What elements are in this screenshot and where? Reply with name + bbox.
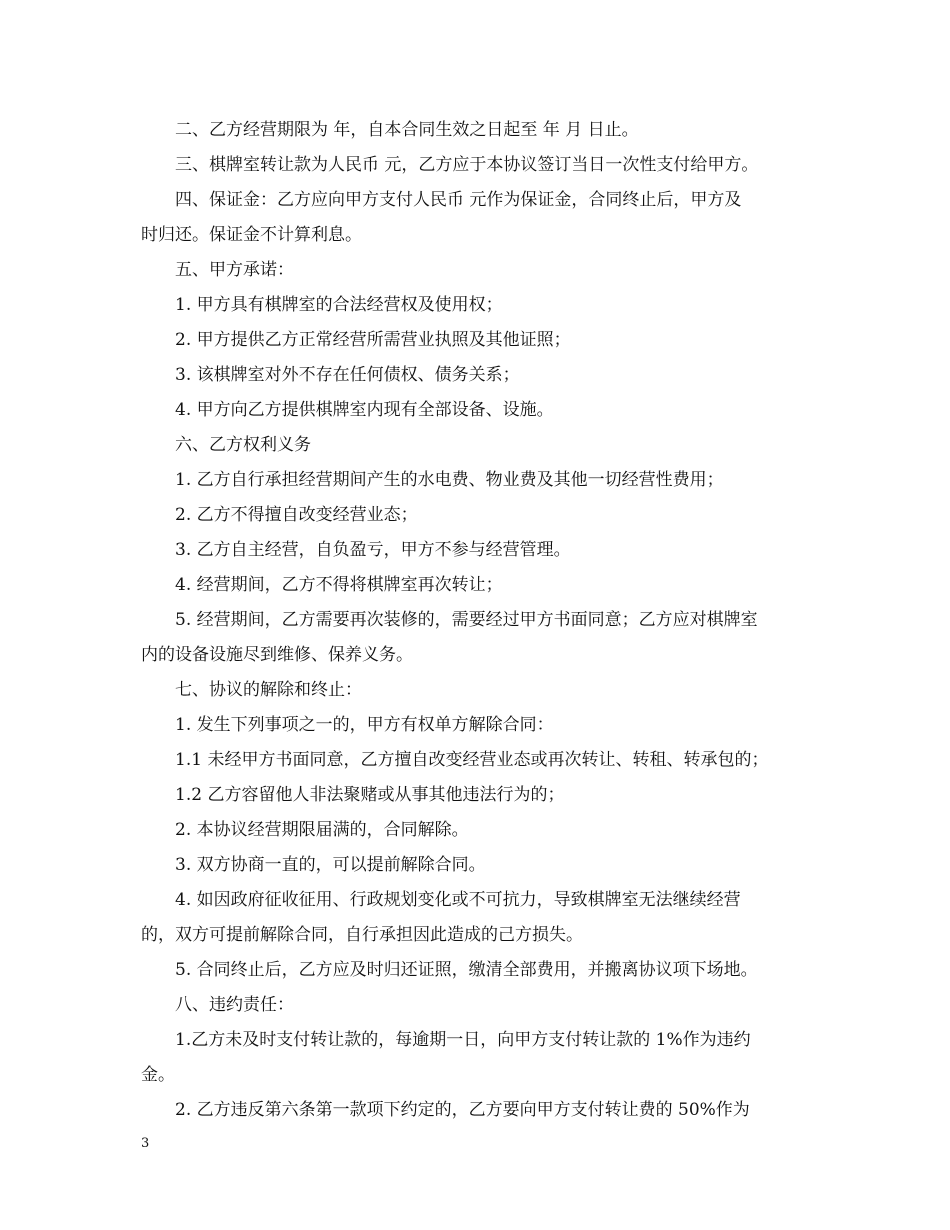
list-item: 5. 经营期间，乙方需要再次装修的，需要经过甲方书面同意；乙方应对棋牌室 xyxy=(175,610,758,630)
text-line: 时归还。保证金不计算利息。 xyxy=(141,225,362,245)
document-body xyxy=(141,113,817,1128)
text-line: 四、保证金：乙方应向甲方支付人民币 元作为保证金，合同终止后，甲方及 xyxy=(175,190,742,210)
list-item: 1.1 未经甲方书面同意，乙方擅自改变经营业态或再次转让、转租、转承包的； xyxy=(175,750,769,770)
text-line: 内的设备设施尽到维修、保养义务。 xyxy=(141,645,413,665)
list-item: 2. 乙方违反第六条第一款项下约定的，乙方要向甲方支付转让费的 50%作为 xyxy=(175,1100,750,1120)
list-item: 2. 乙方不得擅自改变经营业态； xyxy=(175,505,418,525)
text-line: 的，双方可提前解除合同，自行承担因此造成的己方损失。 xyxy=(141,925,583,945)
list-item: 1.乙方未及时支付转让款的，每逾期一日，向甲方支付转让款的 1%作为违约 xyxy=(175,1030,751,1050)
list-item: 3. 双方协商一直的，可以提前解除合同。 xyxy=(175,855,486,875)
section-heading: 七、协议的解除和终止： xyxy=(175,680,362,700)
section-heading: 六、乙方权利义务 xyxy=(175,435,311,455)
text-line: 二、乙方经营期限为 年，自本合同生效之日起至 年 月 日止。 xyxy=(175,120,639,140)
list-item: 1. 甲方具有棋牌室的合法经营权及使用权； xyxy=(175,295,503,315)
list-item: 1.2 乙方容留他人非法聚赌或从事其他违法行为的； xyxy=(175,785,565,805)
list-item: 2. 本协议经营期限届满的，合同解除。 xyxy=(175,820,469,840)
text-line: 金。 xyxy=(141,1065,175,1085)
section-heading: 八、违约责任： xyxy=(175,995,294,1015)
list-item: 3. 乙方自主经营，自负盈亏，甲方不参与经营管理。 xyxy=(175,540,571,560)
list-item: 4. 经营期间，乙方不得将棋牌室再次转让； xyxy=(175,575,503,595)
list-item: 4. 甲方向乙方提供棋牌室内现有全部设备、设施。 xyxy=(175,400,554,420)
page-number: 3 xyxy=(141,1136,150,1151)
list-item: 2. 甲方提供乙方正常经营所需营业执照及其他证照； xyxy=(175,330,571,350)
section-heading: 五、甲方承诺： xyxy=(175,260,294,280)
text-line: 三、棋牌室转让款为人民币 元，乙方应于本协议签订当日一次性支付给甲方。 xyxy=(175,155,759,175)
list-item: 3. 该棋牌室对外不存在任何债权、债务关系； xyxy=(175,365,520,385)
list-item: 1. 乙方自行承担经营期间产生的水电费、物业费及其他一切经营性费用； xyxy=(175,470,724,490)
list-item: 4. 如因政府征收征用、行政规划变化或不可抗力，导致棋牌室无法继续经营 xyxy=(175,890,741,910)
list-item: 1. 发生下列事项之一的，甲方有权单方解除合同： xyxy=(175,715,554,735)
list-item: 5. 合同终止后，乙方应及时归还证照，缴清全部费用，并搬离协议项下场地。 xyxy=(175,960,758,980)
